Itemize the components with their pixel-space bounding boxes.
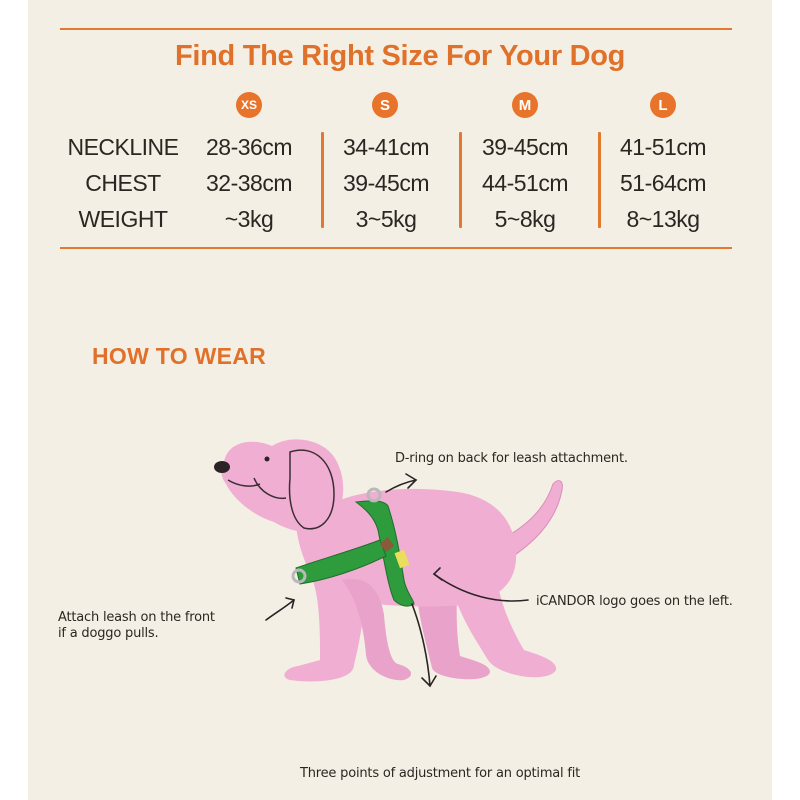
table-cell: 51-64cm [620, 170, 706, 196]
how-to-wear-heading: HOW TO WEAR [92, 343, 267, 369]
page-title: Find The Right Size For Your Dog [174, 40, 626, 72]
table-cell: 41-51cm [620, 134, 706, 160]
table-cell: 34-41cm [343, 134, 429, 160]
table-cell: 44-51cm [482, 170, 568, 196]
row-label-neckline: NECKLINE [67, 134, 179, 160]
table-cell: 5~8kg [494, 206, 556, 232]
size-badge-l: L [650, 92, 676, 118]
table-cell: 3~5kg [355, 206, 417, 232]
table-cell: 39-45cm [343, 170, 429, 196]
dog-harness-illustration [28, 0, 772, 800]
table-cell: ~3kg [224, 206, 274, 232]
size-guide-page [28, 0, 772, 800]
adjustment-note: Three points of adjustment for an optimal fit [300, 766, 581, 781]
table-cell: 32-38cm [206, 170, 292, 196]
table-cell: 28-36cm [206, 134, 292, 160]
table-cell: 8~13kg [626, 206, 700, 232]
logo-note: iCANDOR logo goes on the left. [536, 594, 733, 609]
size-badge-m: M [512, 92, 538, 118]
row-label-weight: WEIGHT [78, 206, 168, 232]
size-badge-xs: XS [236, 92, 262, 118]
size-badge-s: S [372, 92, 398, 118]
d-ring-note: D-ring on back for leash attachment. [395, 451, 628, 466]
front-leash-note: Attach leash on the front if a doggo pulls. [58, 610, 215, 641]
arrow-icon [266, 598, 294, 620]
table-cell: 39-45cm [482, 134, 568, 160]
row-label-chest: CHEST [85, 170, 161, 196]
